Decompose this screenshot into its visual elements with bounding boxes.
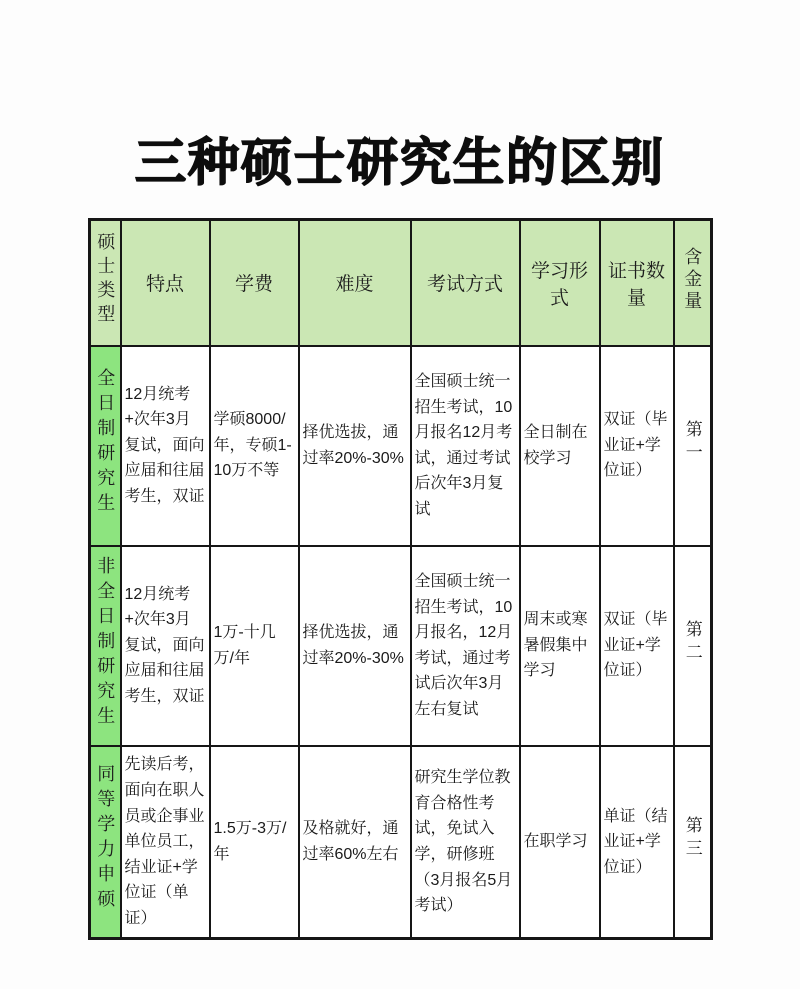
cell-exam-method: 全国硕士统一招生考试，10月报名，12月考试，通过考试后次年3月左右复试: [411, 546, 520, 746]
header-master-type-label: 硕士类型: [95, 231, 116, 328]
cell-study-format: 全日制在校学习: [520, 346, 600, 546]
cell-tuition: 1万-十几万/年: [210, 546, 299, 746]
cell-study-format: 周末或寒暑假集中学习: [520, 546, 600, 746]
cell-certificates: 单证（结业证+学位证）: [600, 746, 674, 939]
cell-difficulty: 择优选拔，通过率20%-30%: [299, 546, 411, 746]
row-label-parttime: [90, 546, 121, 746]
cell-certificates: 双证（毕业证+学位证）: [600, 546, 674, 746]
cell-value-rank-text: 第二: [682, 620, 702, 667]
header-features: 特点: [121, 220, 210, 346]
header-value: [674, 220, 712, 346]
cell-features: 12月统考+次年3月复试，面向应届和往届考生，双证: [121, 546, 210, 746]
row-label-equivalent-ability-text: 同等学力申硕: [95, 764, 116, 915]
header-study-format: 学习形式: [520, 220, 600, 346]
cell-value-rank: [674, 746, 712, 939]
comparison-table: [88, 218, 713, 940]
cell-features: 先读后考，面向在职人员或企事业单位员工，结业证+学位证（单证）: [121, 746, 210, 939]
cell-value-rank-text: 第三: [682, 816, 702, 863]
header-tuition: 学费: [210, 220, 299, 346]
cell-value-rank: [674, 546, 712, 746]
row-label-parttime-text: 非全日制研究生: [95, 555, 116, 731]
row-label-equivalent-ability: [90, 746, 121, 939]
cell-tuition: 学硕8000/年，专硕1-10万不等: [210, 346, 299, 546]
cell-difficulty: 及格就好，通过率60%左右: [299, 746, 411, 939]
page-title: 三种硕士研究生的区别: [134, 134, 665, 191]
table-header-row: [90, 220, 712, 346]
header-exam-method: 考试方式: [411, 220, 520, 346]
cell-exam-method: 全国硕士统一招生考试，10月报名12月考试，通过考试后次年3月复试: [411, 346, 520, 546]
cell-study-format: 在职学习: [520, 746, 600, 939]
header-certificate-count: 证书数量: [600, 220, 674, 346]
cell-value-rank-text: 第一: [682, 420, 702, 467]
cell-difficulty: 择优选拔，通过率20%-30%: [299, 346, 411, 546]
cell-features: 12月统考+次年3月复试，面向应届和往届考生，双证: [121, 346, 210, 546]
header-difficulty: 难度: [299, 220, 411, 346]
row-label-fulltime: [90, 346, 121, 546]
table-row-equivalent-ability: [90, 746, 712, 939]
cell-exam-method: 研究生学位教育合格性考试，免试入学，研修班（3月报名5月考试）: [411, 746, 520, 939]
cell-tuition: 1.5万-3万/年: [210, 746, 299, 939]
header-value-label: 含金量: [682, 246, 703, 313]
table-row-fulltime: [90, 346, 712, 546]
header-master-type: [90, 220, 121, 346]
row-label-fulltime-text: 全日制研究生: [95, 368, 116, 519]
cell-value-rank: [674, 346, 712, 546]
table-row-parttime: [90, 546, 712, 746]
cell-certificates: 双证（毕业证+学位证）: [600, 346, 674, 546]
